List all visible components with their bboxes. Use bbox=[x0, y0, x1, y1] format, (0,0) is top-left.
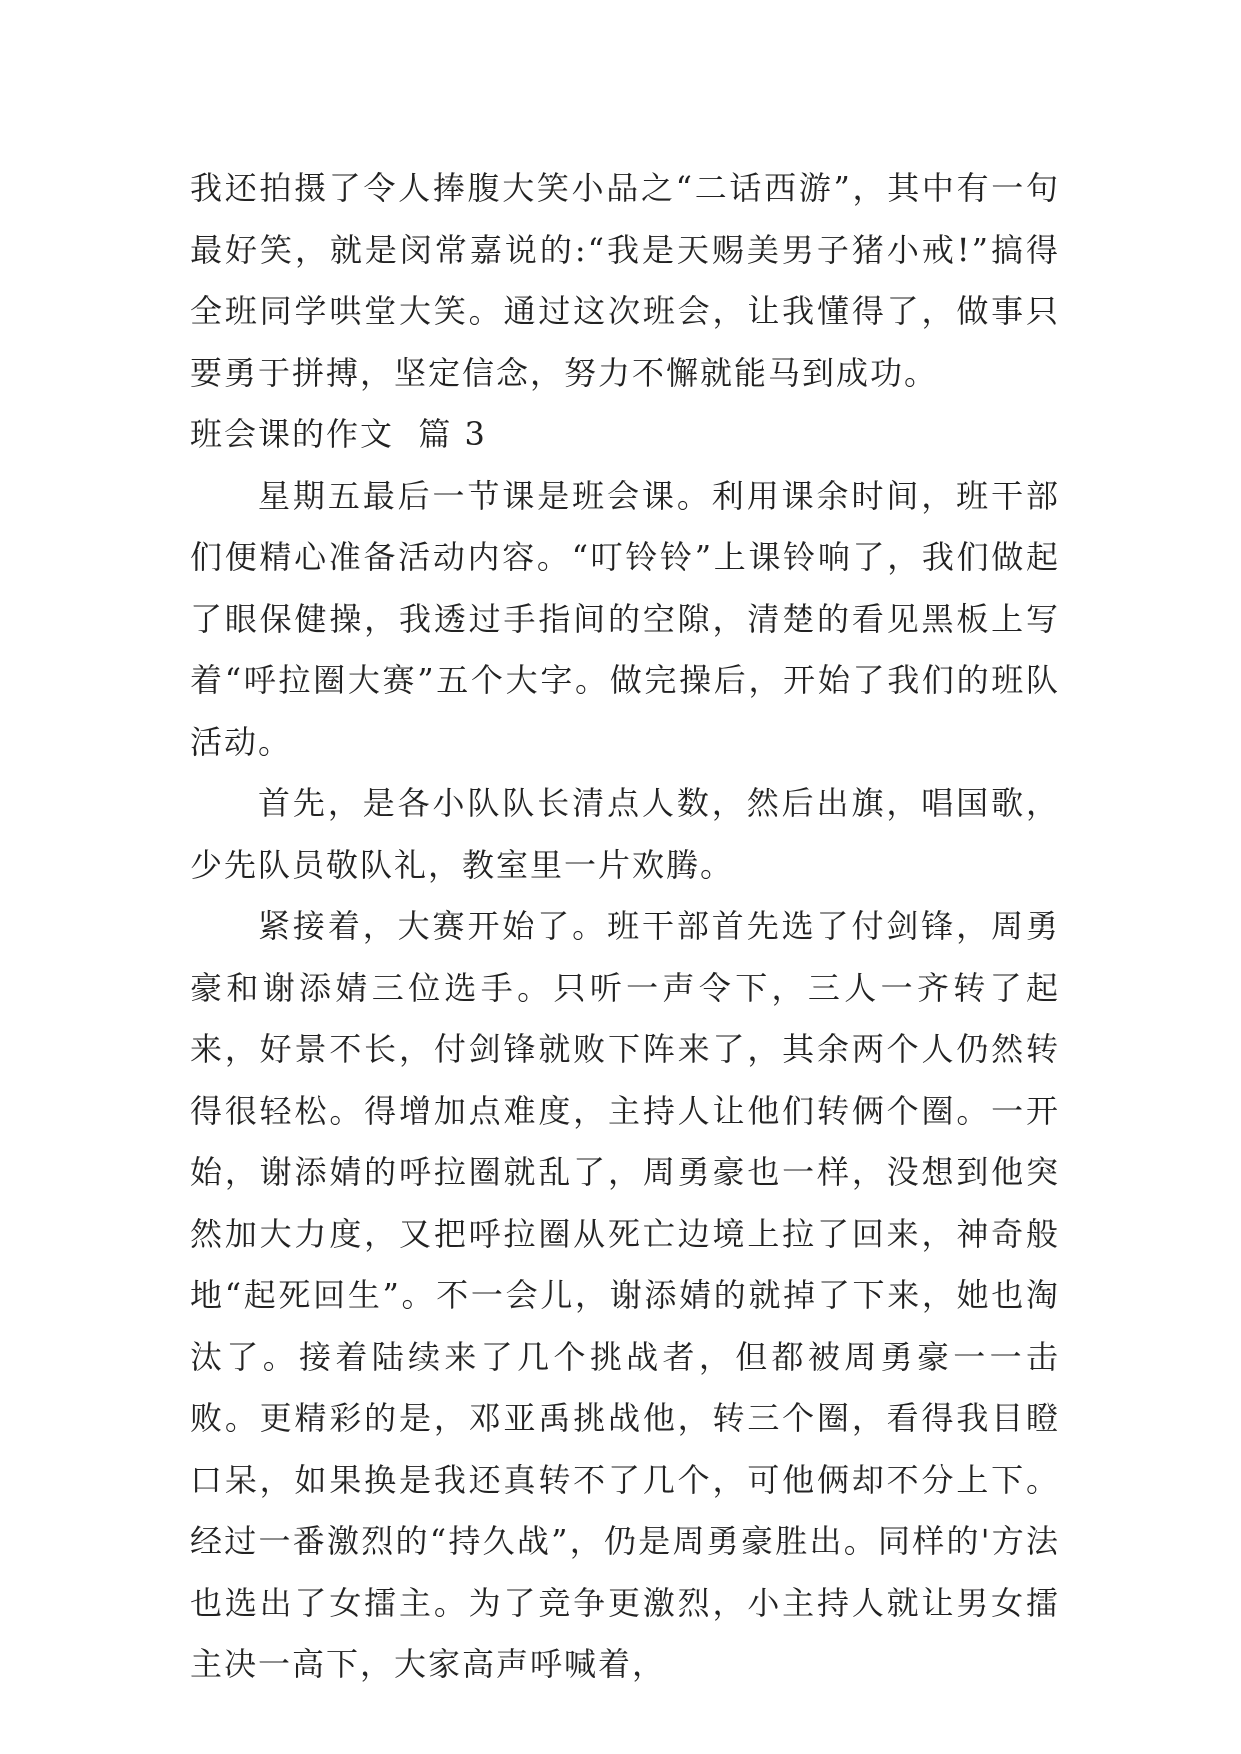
continuation-paragraph: 我还拍摄了令人捧腹大笑小品之“二话西游”，其中有一句最好笑，就是闵常嘉说的:“我是天赐美男子猪小戒!”搞得全班同学哄堂大笑。通过这次班会，让我懂得了，做事只要勇于拼搏，坚定信念，努力不懈就能马到成功。 bbox=[190, 169, 1060, 392]
document-body bbox=[190, 158, 1060, 1696]
paragraph-1: 星期五最后一节课是班会课。利用课余时间，班干部们便精心准备活动内容。“叮铃铃”上课铃响了，我们做起了眼保健操，我透过手指间的空隙，清楚的看见黑板上写着“呼拉圈大赛”五个大字。做完操后，开始了我们的班队活动。 bbox=[190, 476, 1060, 761]
paragraph-3: 紧接着，大赛开始了。班干部首先选了付剑锋，周勇豪和谢添婧三位选手。只听一声令下，三人一齐转了起来，好景不长，付剑锋就败下阵来了，其余两个人仍然转得很轻松。得增加点难度，主持人让他们转俩个圈。一开始，谢添婧的呼拉圈就乱了，周勇豪也一样，没想到他突然加大力度，又把呼拉圈从死亡边境上拉了回来，神奇般地“起死回生”。不一会儿，谢添婧的就掉了下来，她也淘汰了。接着陆续来了几个挑战者，但都被周勇豪一一击败。更精彩的是，邓亚禹挑战他，转三个圈，看得我目瞪口呆，如果换是我还真转不了几个，可他俩却不分上下。经过一番激烈的“持久战”，仍是周勇豪胜出。同样的'方法也选出了女擂主。为了竞争更激烈，小主持人就让男女擂主决一高下，大家高声呼喊着， bbox=[190, 907, 1060, 1683]
paragraph-2: 首先，是各小队队长清点人数，然后出旗，唱国歌，少先队员敬队礼，教室里一片欢腾。 bbox=[190, 784, 1060, 884]
section-title: 班会课的作文 篇 3 bbox=[190, 415, 487, 453]
